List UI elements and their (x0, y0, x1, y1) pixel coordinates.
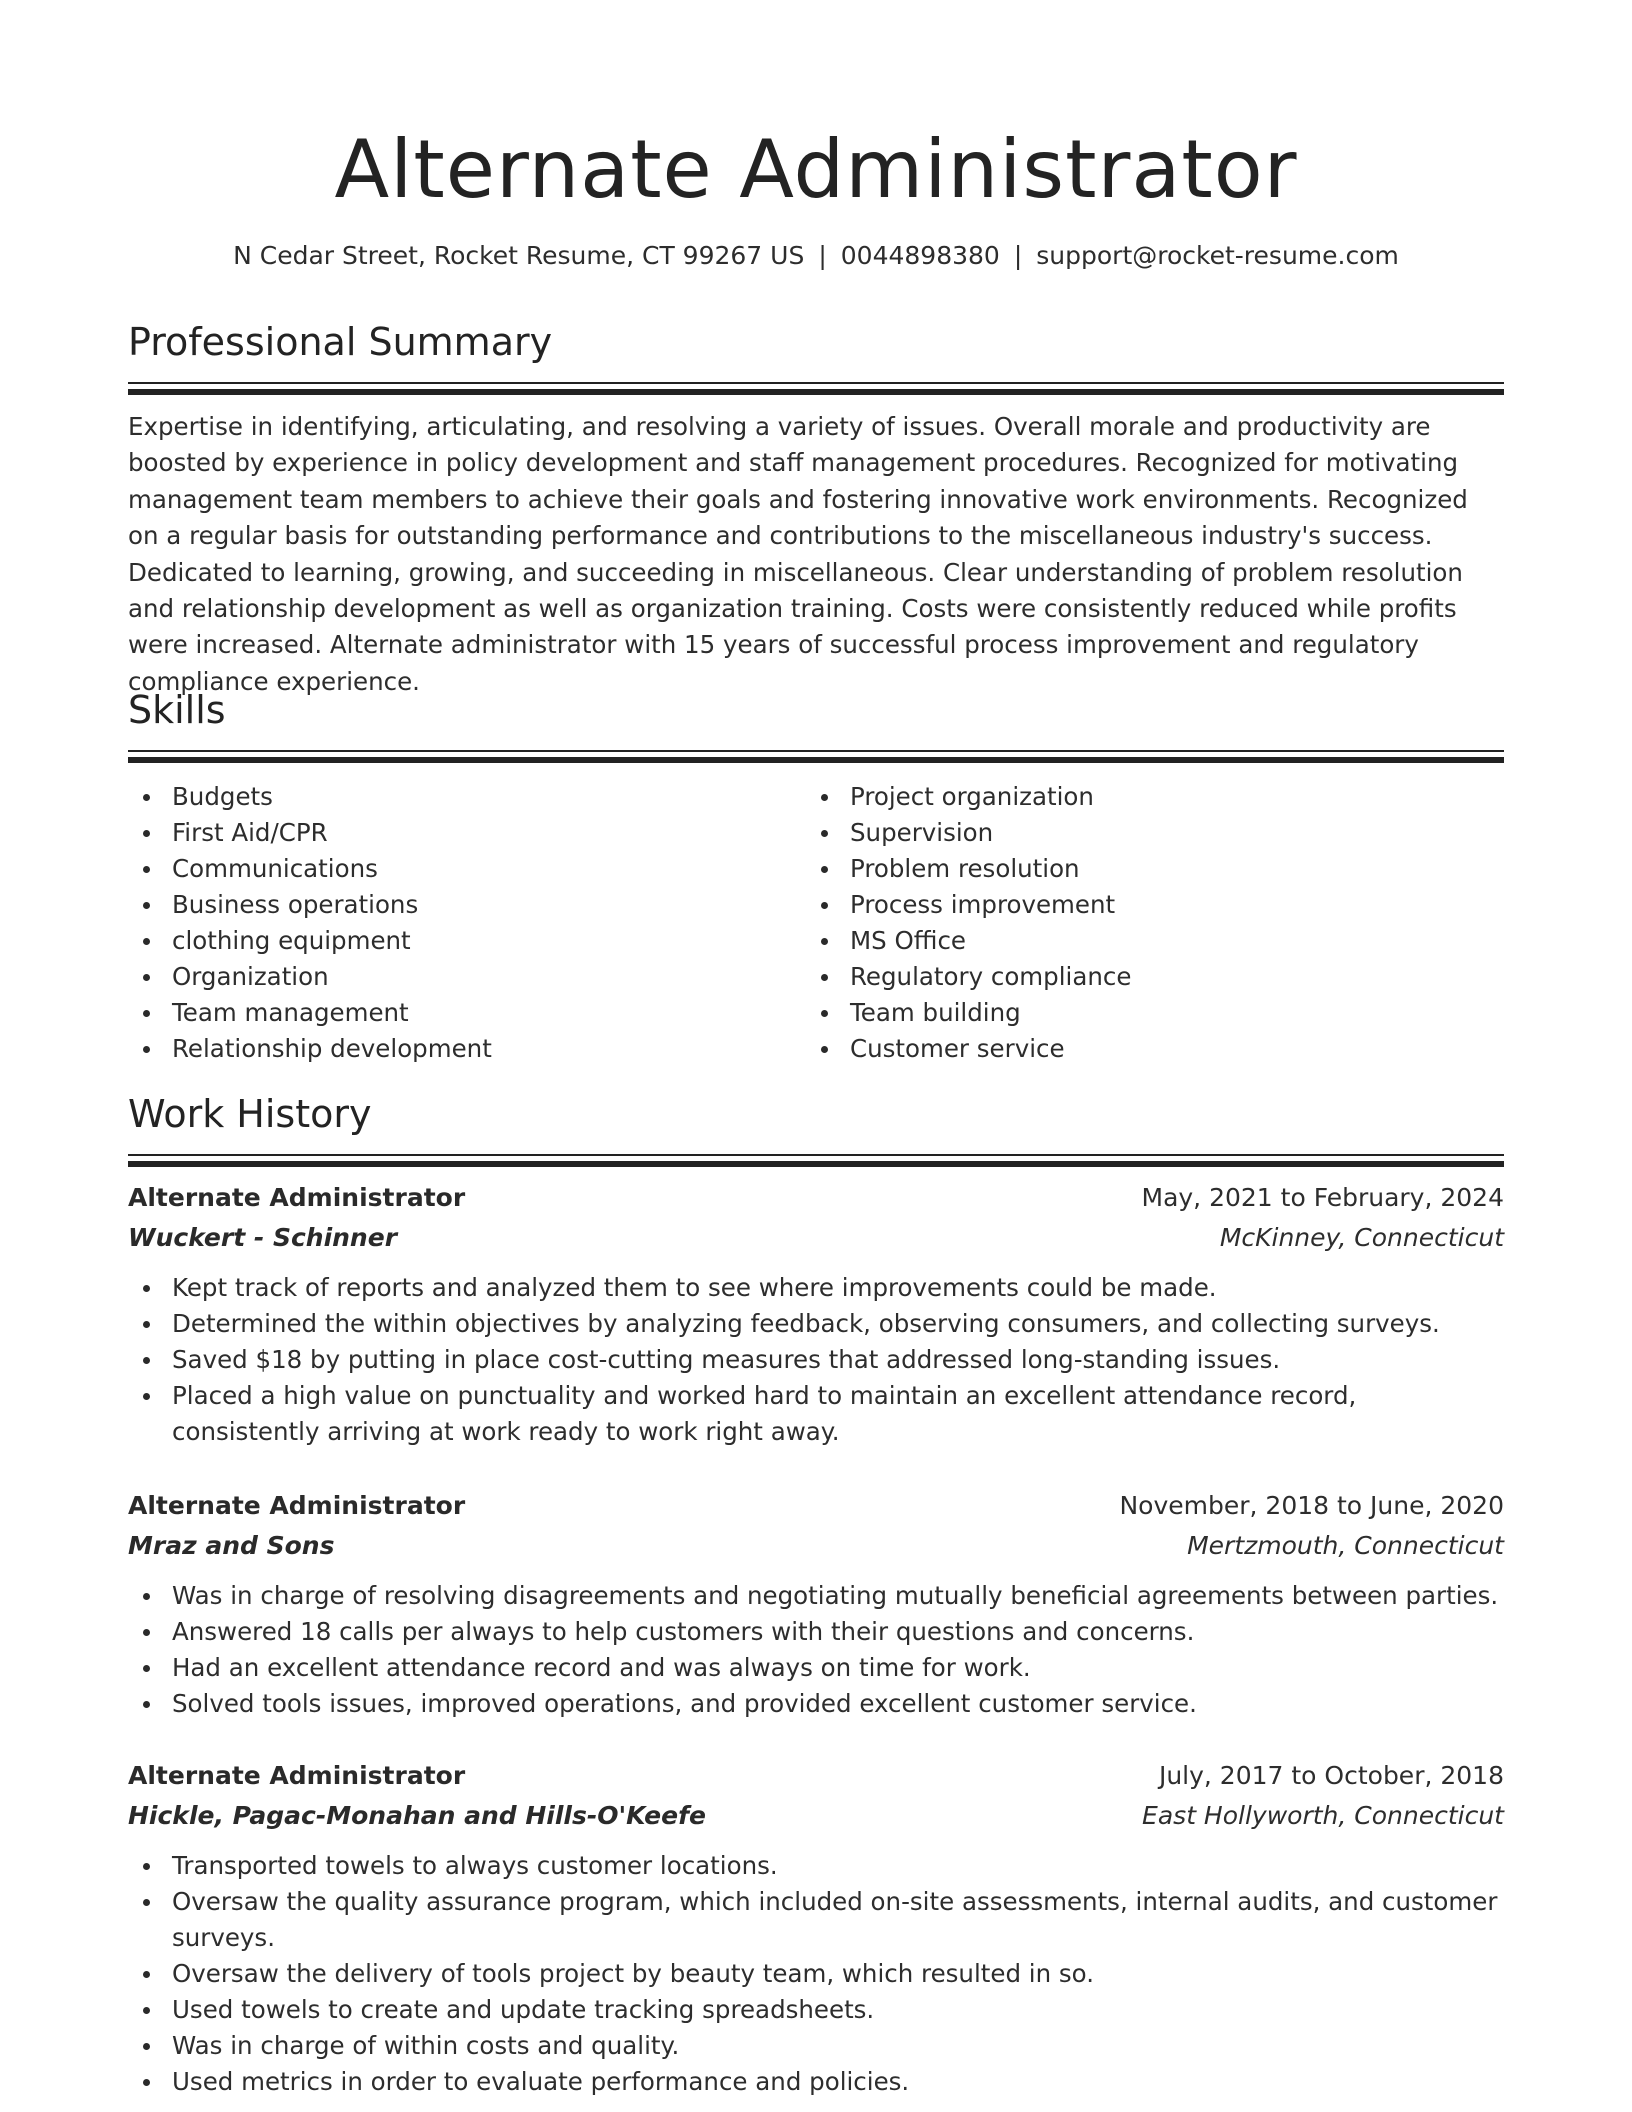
job-dates: November, 2018 to June, 2020 (1119, 1491, 1504, 1520)
job-bullets (128, 1578, 1504, 1722)
skill-item: Supervision (806, 815, 1484, 851)
contact-separator: | (818, 241, 827, 270)
skill-item: Organization (128, 959, 806, 995)
job-title: Alternate Administrator (128, 1183, 466, 1212)
job-bullet: Saved $18 by putting in place cost-cutting measures that addressed long-standing issues. (128, 1342, 1504, 1378)
job-bullet: Was in charge of resolving disagreements and negotiating mutually beneficial agreements between parties. (128, 1578, 1504, 1614)
section-divider (128, 757, 1504, 763)
job-entry (128, 1756, 1504, 2100)
contact-address: N Cedar Street, Rocket Resume, CT 99267 US (233, 241, 805, 270)
summary-section (128, 318, 1504, 700)
job-bullet: Answered 18 calls per always to help customers with their questions and concerns. (128, 1614, 1504, 1650)
work-history-section (128, 1090, 1504, 1167)
job-company: Hickle, Pagac-Monahan and Hills-O'Keefe (128, 1801, 706, 1830)
job-bullet: Solved tools issues, improved operations, and provided excellent customer service. (128, 1686, 1504, 1722)
job-title: Alternate Administrator (128, 1761, 466, 1790)
section-divider (128, 1154, 1504, 1156)
job-bullet: Determined the within objectives by analyzing feedback, observing consumers, and collecting surveys. (128, 1306, 1504, 1342)
section-divider (128, 389, 1504, 395)
skill-item: Process improvement (806, 887, 1484, 923)
skill-item: Communications (128, 851, 806, 887)
skill-item: clothing equipment (128, 923, 806, 959)
work-history-title: Work History (128, 1092, 372, 1136)
job-bullet: Placed a high value on punctuality and worked hard to maintain an excellent attendance record, consistently arriving at work ready to work right away. (128, 1378, 1504, 1450)
skill-item: Problem resolution (806, 851, 1484, 887)
skill-item: Team building (806, 995, 1484, 1031)
skill-item: Team management (128, 995, 806, 1031)
skills-title: Skills (128, 688, 226, 732)
job-location: East Hollyworth, Connecticut (1142, 1801, 1504, 1830)
skill-item: MS Office (806, 923, 1484, 959)
job-title: Alternate Administrator (128, 1491, 466, 1520)
job-company: Wuckert - Schinner (128, 1223, 398, 1252)
contact-separator: | (1013, 241, 1023, 270)
job-company: Mraz and Sons (128, 1531, 335, 1560)
summary-text: Expertise in identifying, articulating, and resolving a variety of issues. Overall morale and productivity are boosted by experience in policy development and staff management procedures. Recognized for motivating management team members to achieve their goals and fostering innovative work environments. Recognized on a regular basis for outstanding performance and contributions to the miscellaneous industry's success. Dedicated to learning, growing, and succeeding in miscellaneous. Clear understanding of problem resolution and relationship development as well as organization training. Costs were consistently reduced while profits were increased. Alternate administrator with 15 years of successful process improvement and regulatory compliance experience. (128, 412, 1468, 696)
job-bullets (128, 1848, 1504, 2100)
contact-phone: 0044898380 (840, 241, 1000, 270)
job-dates: July, 2017 to October, 2018 (1158, 1761, 1504, 1790)
skill-item: Budgets (128, 779, 806, 815)
skills-list (128, 779, 1504, 1067)
skill-item: Relationship development (128, 1031, 806, 1067)
job-bullet: Oversaw the delivery of tools project by beauty team, which resulted in so. (128, 1956, 1504, 1992)
section-divider (128, 750, 1504, 752)
job-bullet: Used metrics in order to evaluate performance and policies. (128, 2064, 1504, 2100)
job-entry (128, 1178, 1504, 1450)
job-location: Mertzmouth, Connecticut (1187, 1531, 1504, 1560)
summary-title: Professional Summary (128, 320, 553, 364)
job-bullets (128, 1270, 1504, 1450)
job-bullet: Kept track of reports and analyzed them to see where improvements could be made. (128, 1270, 1504, 1306)
contact-line (128, 238, 1504, 274)
skill-item: Project organization (806, 779, 1484, 815)
job-bullet: Was in charge of within costs and quality. (128, 2028, 1504, 2064)
job-bullet: Transported towels to always customer locations. (128, 1848, 1504, 1884)
skill-item: Regulatory compliance (806, 959, 1484, 995)
section-divider (128, 382, 1504, 384)
job-dates: May, 2021 to February, 2024 (1141, 1183, 1504, 1212)
job-entry (128, 1486, 1504, 1722)
candidate-name: Alternate Administrator (334, 123, 1298, 216)
job-bullet: Oversaw the quality assurance program, which included on-site assessments, internal audits, and customer surveys. (128, 1884, 1504, 1956)
skills-column-left (128, 779, 806, 1067)
job-bullet: Had an excellent attendance record and was always on time for work. (128, 1650, 1504, 1686)
job-bullet: Used towels to create and update tracking spreadsheets. (128, 1992, 1504, 2028)
skill-item: Business operations (128, 887, 806, 923)
skill-item: First Aid/CPR (128, 815, 806, 851)
skills-section (128, 686, 1504, 1067)
section-divider (128, 1161, 1504, 1167)
skill-item: Customer service (806, 1031, 1484, 1067)
contact-email[interactable]: support@rocket-resume.com (1036, 241, 1399, 270)
skills-column-right (806, 779, 1484, 1067)
job-location: McKinney, Connecticut (1219, 1223, 1504, 1252)
